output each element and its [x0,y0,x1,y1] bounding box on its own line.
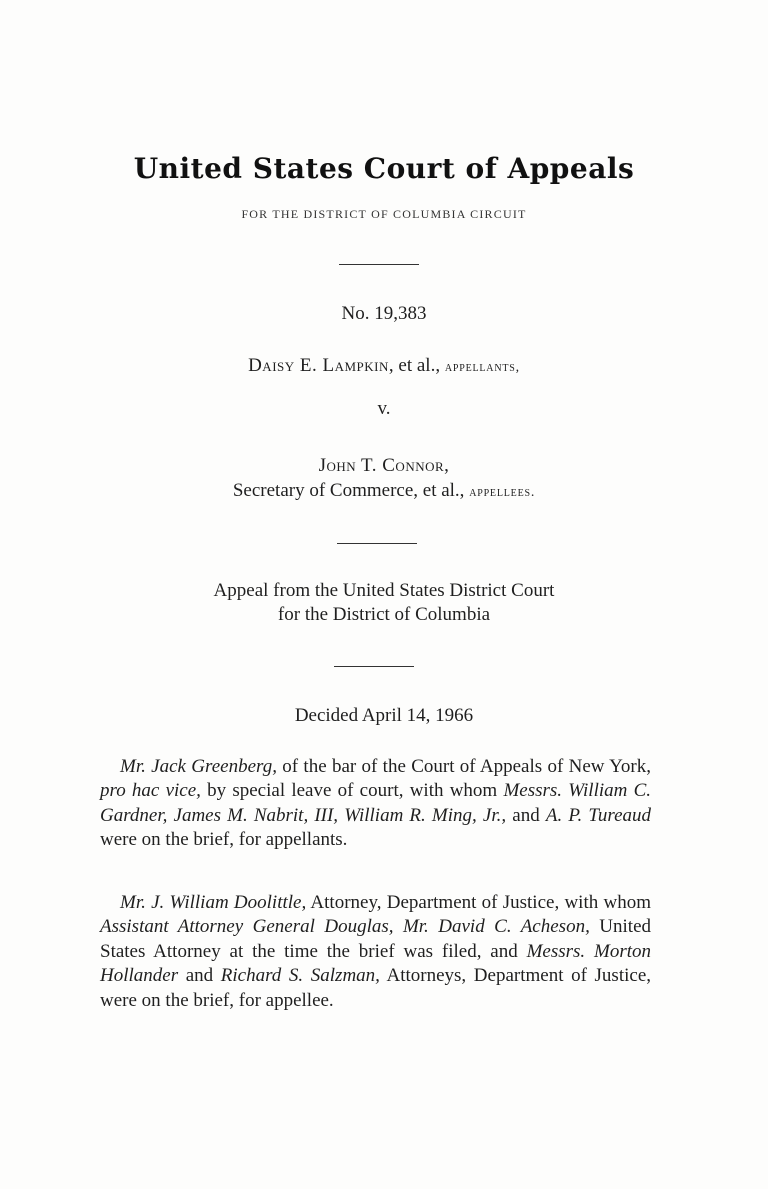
case-number: No. 19,383 [341,303,427,324]
counsel-name: A. P. Tureaud [545,804,652,826]
appeal-source-line-1: Appeal from the United States District Court [213,580,555,601]
appellants-line [0,355,768,377]
circuit-subheading: FOR THE DISTRICT OF COLUMBIA CIRCUIT [241,207,527,221]
paragraph-italic: pro hac vice, [100,780,201,802]
appellee-name-text: John T. Connor, [318,455,450,476]
appellants-suffix: , et al., [388,355,445,376]
paragraph-text: and [506,804,546,826]
counsel-name: Richard S. Salzman, [220,965,380,987]
counsel-name: Mr. Jack Greenberg, [120,756,277,777]
appeal-source-line-2: for the District of Columbia [277,604,491,625]
appellee-name [0,455,768,477]
paragraph-text: Attorney, Department of Justice, with whom [306,892,651,913]
paragraph-text: of the bar of the Court of Appeals of New York, [276,756,651,777]
counsel-appellee-paragraph [100,891,651,1013]
appellee-line [0,480,768,502]
counsel-name: Assistant Attorney General Douglas, Mr. David C. Acheson, [100,916,590,938]
counsel-name: Messrs. Morton Hollander [100,940,652,987]
paragraph-text: Attorneys, Department of Justice, were on the brief, for appellee. [100,965,651,1011]
versus-label: v. [377,398,391,419]
counsel-name: Messrs. William C. Gardner, James M. Nabrit, III, William R. Ming, Jr., [100,780,652,826]
paragraph-text: and [178,965,221,987]
appellee-role: appellees. [469,485,536,500]
divider-rule [334,666,414,667]
paragraph-text: were on the brief, for appellants. [100,829,348,851]
counsel-name: Mr. J. William Doolittle, [120,892,307,913]
appellants-name: Daisy E. Lampkin [248,355,389,376]
divider-rule [339,264,419,265]
paragraph-text: United States Attorney at the time the brief was filed, and [100,916,651,962]
appellee-title: Secretary of Commerce, et al., [232,480,470,501]
counsel-appellants-paragraph [100,755,651,853]
decided-date: Decided April 14, 1966 [294,705,474,726]
court-name-heading: United States Court of Appeals [133,152,635,185]
paragraph-text: by special leave of court, with whom [200,780,504,802]
appellants-role: appellants, [444,360,520,375]
divider-rule [337,543,417,544]
